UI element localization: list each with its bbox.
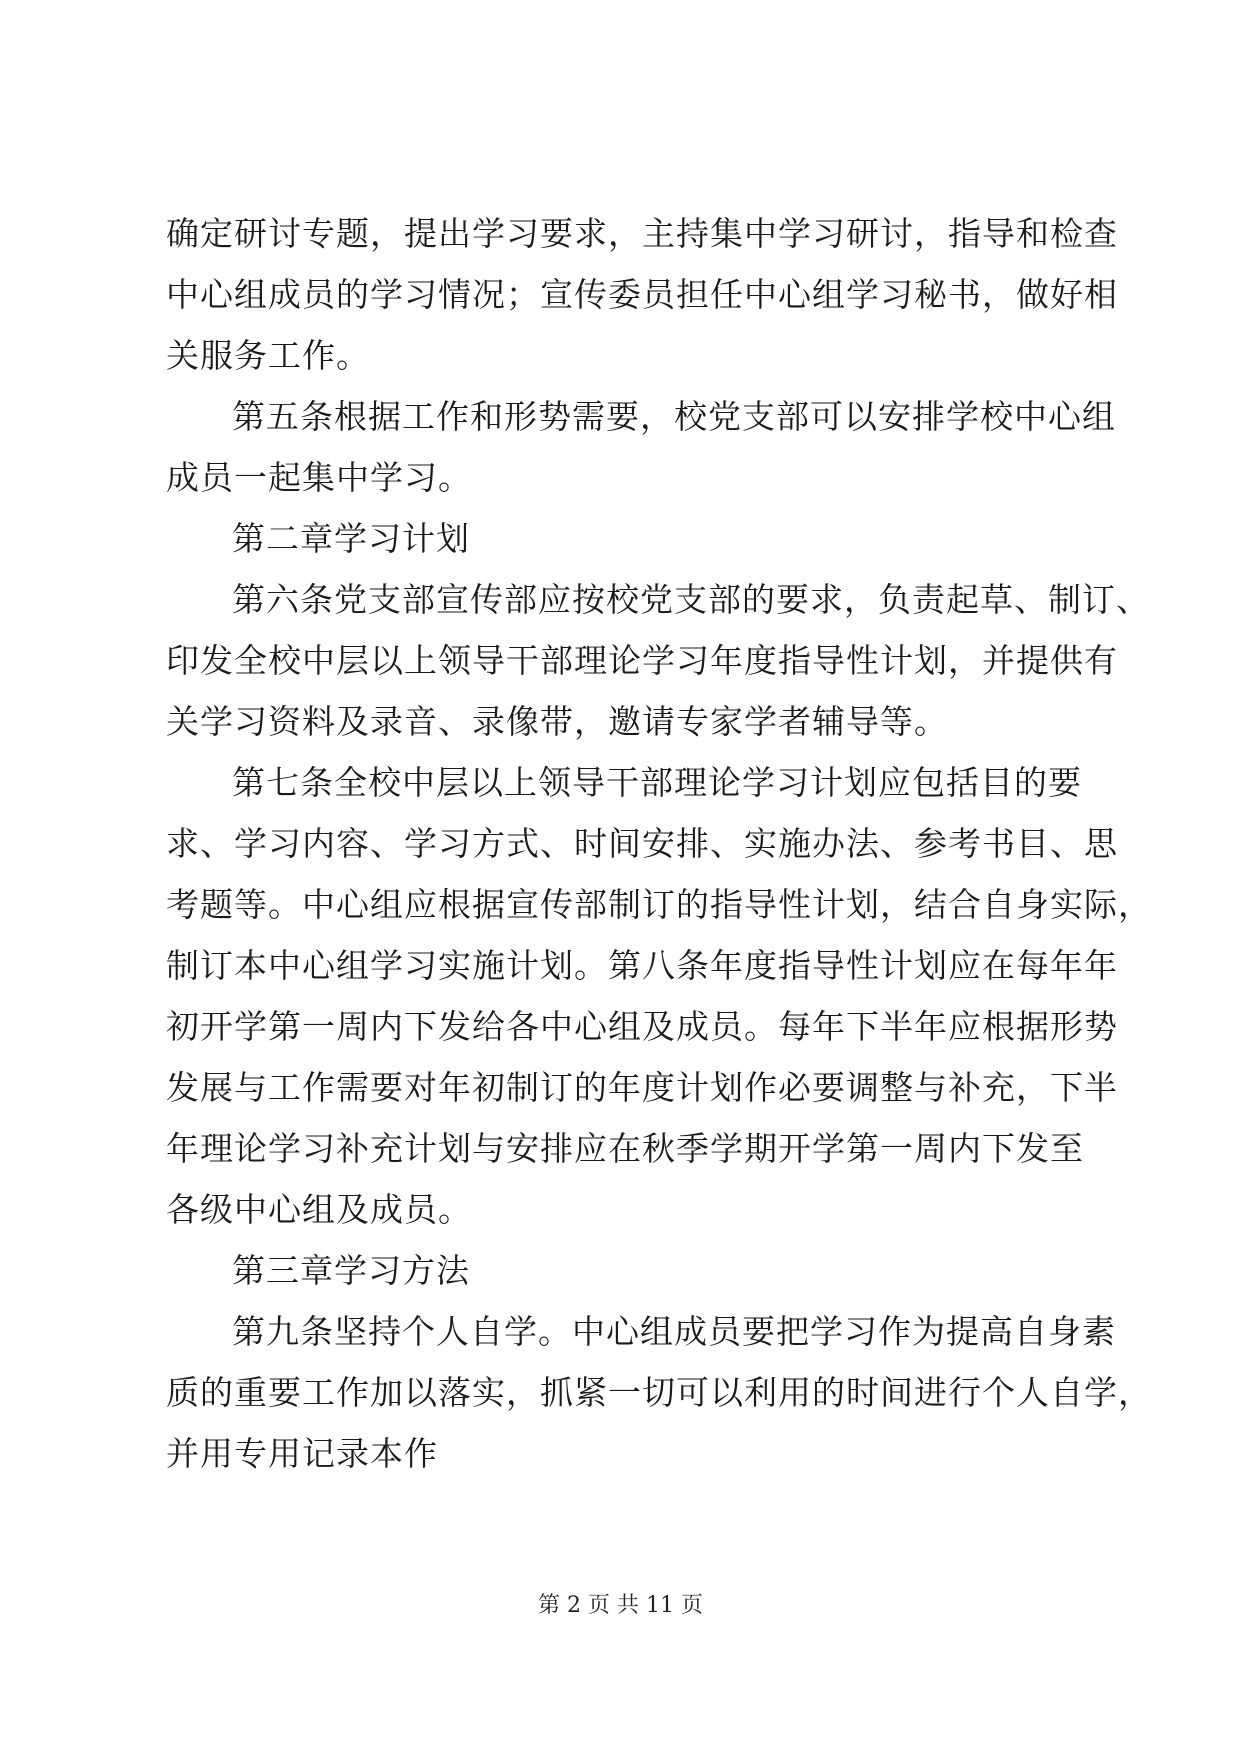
document-body xyxy=(166,203,1152,1484)
paragraph-line: 关服务工作。 xyxy=(166,336,370,375)
paragraph-line: 关学习资料及录音、录像带，邀请专家学者辅导等。 xyxy=(166,702,948,741)
paragraph-line: 质的重要工作加以落实，抓紧一切可以利用的时间进行个人自学， xyxy=(166,1373,1152,1412)
paragraph-line: 求、学习内容、学习方式、时间安排、实施办法、参考书目、思 xyxy=(166,824,1118,863)
paragraph-line: 中心组成员的学习情况；宣传委员担任中心组学习秘书，做好相 xyxy=(166,275,1118,314)
paragraph-line: 第七条全校中层以上领导干部理论学习计划应包括目的要 xyxy=(232,763,1082,802)
paragraph-line: 第六条党支部宣传部应按校党支部的要求，负责起草、制订、 xyxy=(232,580,1150,619)
paragraph-line: 第五条根据工作和形势需要，校党支部可以安排学校中心组 xyxy=(232,397,1116,436)
paragraph-line: 成员一起集中学习。 xyxy=(166,458,472,497)
paragraph-line: 初开学第一周内下发给各中心组及成员。每年下半年应根据形势 xyxy=(166,1007,1118,1046)
chapter-heading: 第二章学习计划 xyxy=(232,519,470,558)
paragraph-line: 考题等。中心组应根据宣传部制订的指导性计划，结合自身实际， xyxy=(166,885,1152,924)
paragraph-line: 并用专用记录本作 xyxy=(166,1434,438,1473)
paragraph-line: 第九条坚持个人自学。中心组成员要把学习作为提高自身素 xyxy=(232,1312,1116,1351)
page-number-footer: 第 2 页 共 11 页 xyxy=(538,1593,703,1618)
paragraph-line: 年理论学习补充计划与安排应在秋季学期开学第一周内下发至 xyxy=(166,1129,1084,1168)
paragraph-line: 确定研讨专题，提出学习要求，主持集中学习研讨，指导和检查 xyxy=(166,214,1118,253)
chapter-heading: 第三章学习方法 xyxy=(232,1251,470,1290)
paragraph-line: 发展与工作需要对年初制订的年度计划作必要调整与补充，下半 xyxy=(166,1068,1118,1107)
paragraph-line: 各级中心组及成员。 xyxy=(166,1190,472,1229)
paragraph-line: 印发全校中层以上领导干部理论学习年度指导性计划，并提供有 xyxy=(166,641,1118,680)
paragraph-line: 制订本中心组学习实施计划。第八条年度指导性计划应在每年年 xyxy=(166,946,1118,985)
